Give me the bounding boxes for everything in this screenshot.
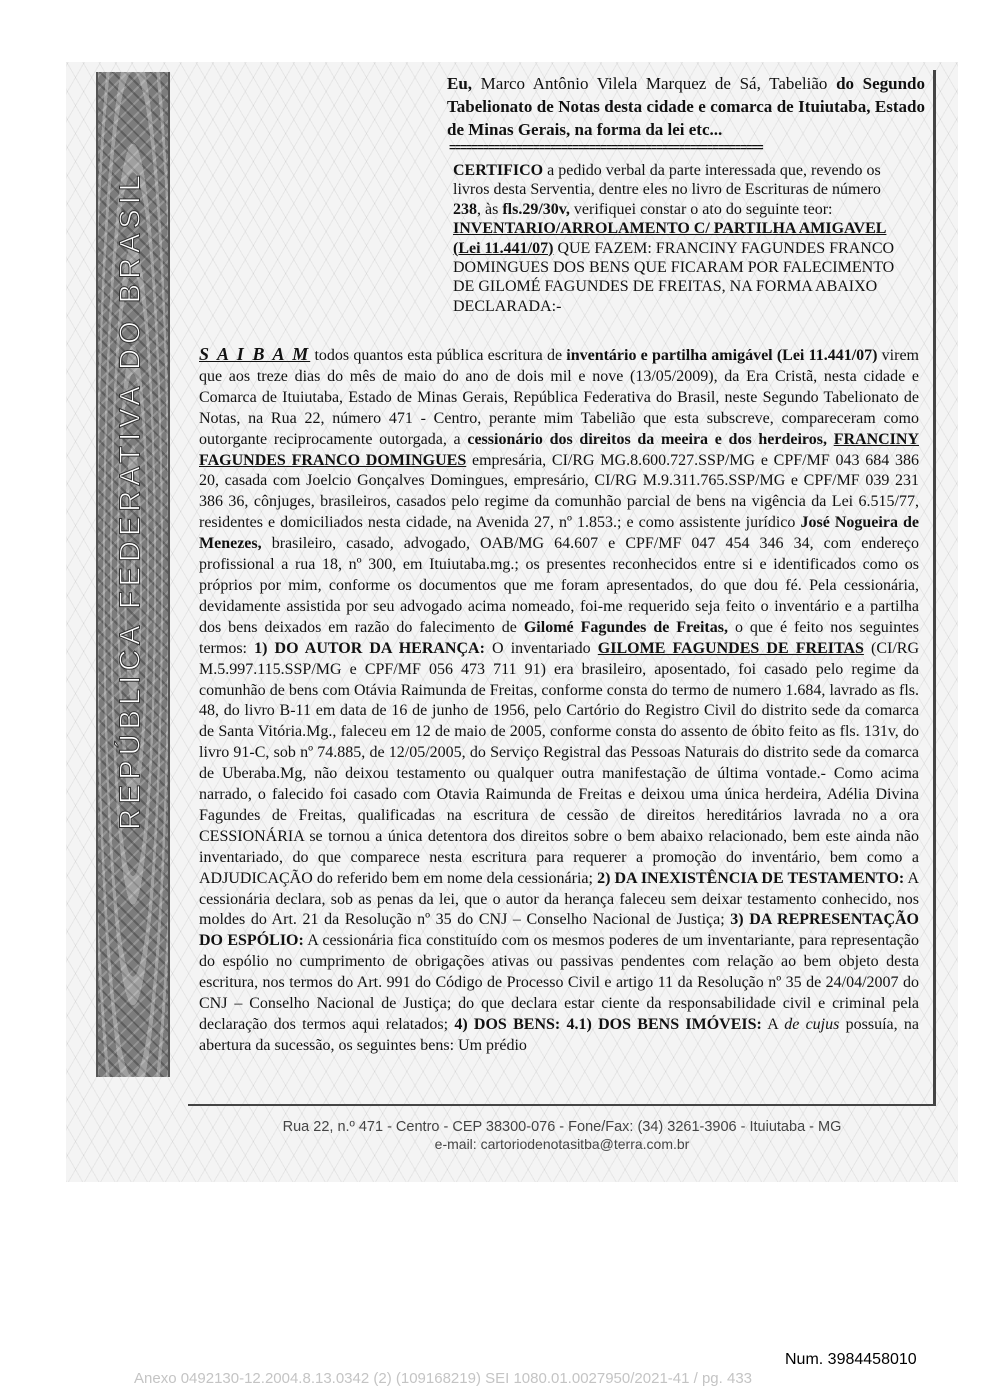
body-text: todos quantos esta pública escritura de [310,347,567,364]
right-border-line [933,70,936,1105]
saibam-heading: S A I B A M [199,344,311,364]
lawyer-name: José Nogueira de Menezes, [199,514,920,553]
footer-address: Rua 22, n.º 471 - Centro - CEP 38300-076 - Fone/Fax: (34) 3261-3906 - Ituiutaba - MG [282,1119,842,1135]
header-notary-name: Marco Antônio Vilela Marquez de Sá, Tabelião [472,74,837,93]
footer-email: e-mail: cartoriodenotasitba@terra.com.br [434,1136,690,1152]
body-text: A cessionária declara, sob as penas da lei, que o autor da herança faleceu sem deixar testamento conhecido, nos moldes do Art. 21 da Resolução nº 35 do CNJ – Conselho Nacional de Justiça; [199,869,919,929]
grantee-name: FRANCINY FAGUNDES FRANCO DOMINGUES [199,430,920,469]
section-heading: 1) DO AUTOR DA HERANÇA: [254,639,485,657]
section-heading: 4) DOS BENS: 4.1) DOS BENS IMÓVEIS: [454,1016,762,1033]
body-text: possuía, na abertura da sucessão, os seguintes bens: Um prédio [199,1016,920,1054]
body-text: (CI/RG M.5.997.115.SSP/MG e CPF/MF 056 473 711 91) era brasileiro, aposentado, foi casado pelo regime da comunhão de bens com Otávia Raimunda de Freitas, conforme consta do termo de numero 1.684, lavrado as fls. 48, do livro B-11 em data de 16 de junho de 1956, pelo Cartório do Registro Civil do distrito sede da comarca de Santa Vitória.Mg., faleceu em 12 de maio de 2005, conforme consta do assento de óbito feito as fls. 131v, do livro 91-C, sob nº 74.885, de 12/05/2005, do Serviço Registral das Pessoas Naturais do distrito sede da comarca de Uberaba.Mg, não deixou testamento ou qualquer outra manifestação de última vontade.- Como acima narrado, o falecido foi casado com Otavia Raimunda de Freitas e deixou uma única herdeira, Adélia Divina Fagundes de Freitas, qualificadas na escritura de cessão de direitos hereditários lavrada no a ora CESSIONÁRIA se tornou a única detentora dos direitos sobre o bem abaixo relacionado, bem este ainda não inventariado, do que comparece nesta escritura para requerer a promoção do inventário, bem como a ADJUDICAÇÃO do referido bem em nome dela cessionária; [199,639,920,887]
notary-header [447,72,925,155]
body-bold: cessionário dos direitos da meeira e dos herdeiros, [467,430,827,448]
body-text: O inventariado [484,639,598,657]
header-separator: ======================================================== [449,143,763,155]
cert-text: , às [477,200,503,218]
body-text: o que é feito nos seguintes termos: [199,618,920,657]
deceased-name: Gilomé Fagundes de Freitas, [523,618,728,636]
bottom-border-line [188,1104,936,1106]
band-text: REPÚBLICA FEDERATIVA DO BRASIL [114,170,147,830]
cert-text: QUE FAZEM: FRANCINY FAGUNDES FRANCO DOMINGUES DOS BENS QUE FICARAM POR FALECIMENTO DE GILOMÉ FAGUNDES DE FREITAS, NA FORMA ABAIXO DECLARADA:- [453,239,895,315]
office-footer [188,1118,936,1152]
deceased-name-underlined: GILOME FAGUNDES DE FREITAS [597,639,864,657]
cert-book-number: 238 [453,200,477,218]
body-text: brasileiro, casado, advogado, OAB/MG 64.607 e CPF/MF 047 454 346 34, com endereço profissional a rua 18, nº 300, em Ituiutaba.mg.; os presentes reconhecidos entre si e identificados como os próprios por mim, conforme os documentos que me foram apresentados, do que dou fé. Pela cessionária, devidamente assistida por seu advogado acima nomeado, foi-me requerido seja feito o inventário e a partilha dos bens deixados em razão do falecimento de [199,535,919,636]
section-heading: 3) DA REPRESENTAÇÃO DO ESPÓLIO: [199,911,920,950]
section-heading: 2) DA INEXISTÊNCIA DE TESTAMENTO: [597,869,905,887]
annex-watermark: Anexo 0492130-12.2004.8.13.0342 (2) (109168219) SEI 1080.01.0027950/2021-41 / pg. 433 [134,1370,753,1387]
cert-text: a pedido verbal da parte interessada que, revendo os livros desta Serventia, dentre eles no livro de Escrituras de número [453,162,881,199]
cert-pages: fls.29/30v, [502,200,570,218]
body-text: A cessionária fica constituído com os mesmos poderes de um inventariante, para representação do espólio no cumprimento de obrigações ativas ou passivas pendentes com relação ao bem objeto desta escritura, nos termos do Art. 991 do Código de Processo Civil e artigo 11 da Resolução nº 35 de 24/04/2007 do CNJ – Conselho Nacional de Justiça; do que declara estar ciente da responsabilidade civil e criminal pela declaração dos termos aqui relatados; [199,932,919,1033]
header-eu: Eu, [447,74,473,93]
deed-body [199,344,919,1057]
body-text [827,431,834,448]
body-text: virem que aos treze dias do mês de maio do ano de dois mil e nove (13/05/2009), da Era Cristã, nesta cidade e Comarca de Ituiutaba, Estado de Minas Gerais, República Federativa do Brasil, neste Segundo Tabelionato de Notas, na Rua 22, número 471 - Centro, perante mim Tabelião que esta subscreve, compareceram como outorgante reciprocamente outorgada, a [199,347,919,448]
body-text: empresária, CI/RG MG.8.600.727.SSP/MG e CPF/MF 043 684 386 20, casada com Joelcio Gonçalves Domingues, empresário, CI/RG M.9.311.765.SSP/MG e CPF/MF 039 231 386 36, cônjuges, brasileiros, casados pelo regime da comunhão parcial de bens na vigência da Lei 6.515/77, residentes e domiciliados nesta cidade, na Avenida 27, nº 1.853.; e como assistente jurídico [199,451,919,532]
header-office: do Segundo Tabelionato de Notas desta cidade e comarca de Ituiutaba, Estado de Minas Gerais, na forma da lei etc... [447,74,926,139]
cert-text: verifiquei constar o ato do seguinte teor: [569,200,833,218]
cert-act-title: INVENTARIO/ARROLAMENTO C/ PARTILHA AMIGAVEL (Lei 11.441/07) [453,220,887,257]
document-number: Num. 3984458010 [785,1351,917,1368]
body-text: A [761,1016,785,1033]
certificate-paragraph [453,161,903,316]
cert-certifico: CERTIFICO [453,162,544,179]
body-italic: de cujus [784,1016,840,1033]
body-bold: inventário e partilha amigável (Lei 11.441/07) [566,347,878,364]
